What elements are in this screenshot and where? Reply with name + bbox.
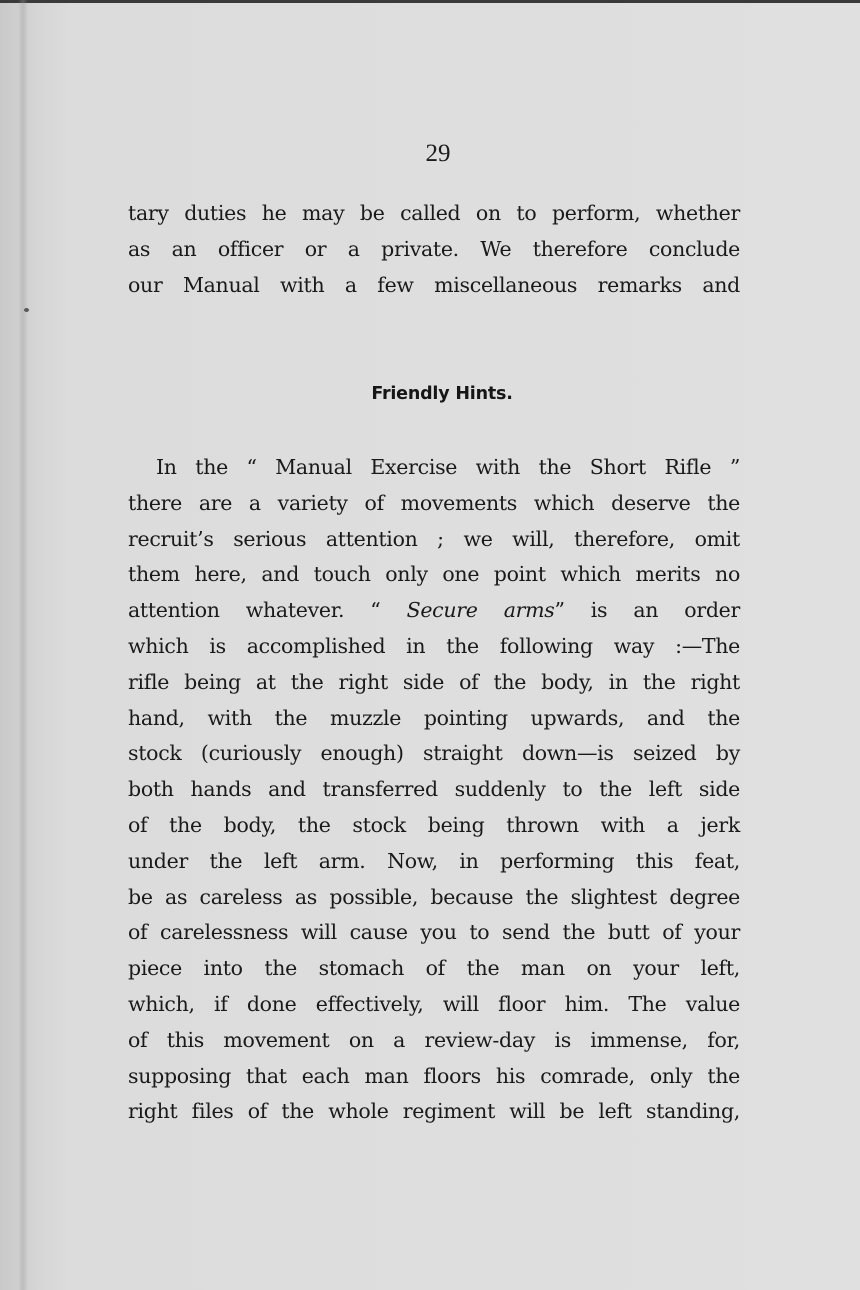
text-line: supposing that each man floors his comrade, only the xyxy=(128,1063,740,1088)
ink-speck xyxy=(24,308,29,312)
text-line: there are a variety of movements which deserve the xyxy=(128,490,740,515)
text-fragment: attention whatever. “ xyxy=(128,598,407,623)
main-paragraph xyxy=(128,450,740,1130)
text-line: under the left arm. Now, in performing this feat, xyxy=(128,848,740,873)
top-paragraph xyxy=(128,196,740,303)
text-line: of this movement on a review-day is immense, for, xyxy=(128,1027,740,1052)
text-line: as an officer or a private. We therefore conclude xyxy=(128,236,740,261)
text-line: both hands and transferred suddenly to the left side xyxy=(128,777,740,802)
page-top-edge xyxy=(0,0,860,3)
text-fragment: ” is an order xyxy=(554,598,741,623)
text-line: which, if done effectively, will floor him. The value xyxy=(128,991,740,1016)
gutter-shadow xyxy=(18,0,28,1290)
section-heading: Friendly Hints. xyxy=(371,384,513,404)
text-line: rifle being at the right side of the body, in the right xyxy=(128,669,740,694)
text-line: In the “ Manual Exercise with the Short Rifle ” xyxy=(156,455,740,479)
text-line: our Manual with a few miscellaneous remarks and xyxy=(128,272,740,297)
text-line: stock (curiously enough) straight down—is seized by xyxy=(128,741,740,766)
text-line: them here, and touch only one point which merits no xyxy=(128,562,740,587)
italic-phrase: Secure arms xyxy=(406,598,555,623)
text-line: of carelessness will cause you to send the butt of your xyxy=(128,920,740,945)
text-line: be as careless as possible, because the slightest degree xyxy=(128,884,740,909)
page-number: 29 xyxy=(425,140,451,167)
text-line: recruit’s serious attention ; we will, therefore, omit xyxy=(128,526,740,551)
text-line-attention xyxy=(128,593,740,629)
text-line: hand, with the muzzle pointing upwards, and the xyxy=(128,705,740,730)
text-line: which is accomplished in the following way :—The xyxy=(128,633,740,658)
text-line: piece into the stomach of the man on your left, xyxy=(128,956,740,981)
text-line: tary duties he may be called on to perform, whether xyxy=(128,201,740,225)
text-line: right files of the whole regiment will be left standing, xyxy=(128,1099,740,1124)
text-line: of the body, the stock being thrown with a jerk xyxy=(128,812,740,837)
